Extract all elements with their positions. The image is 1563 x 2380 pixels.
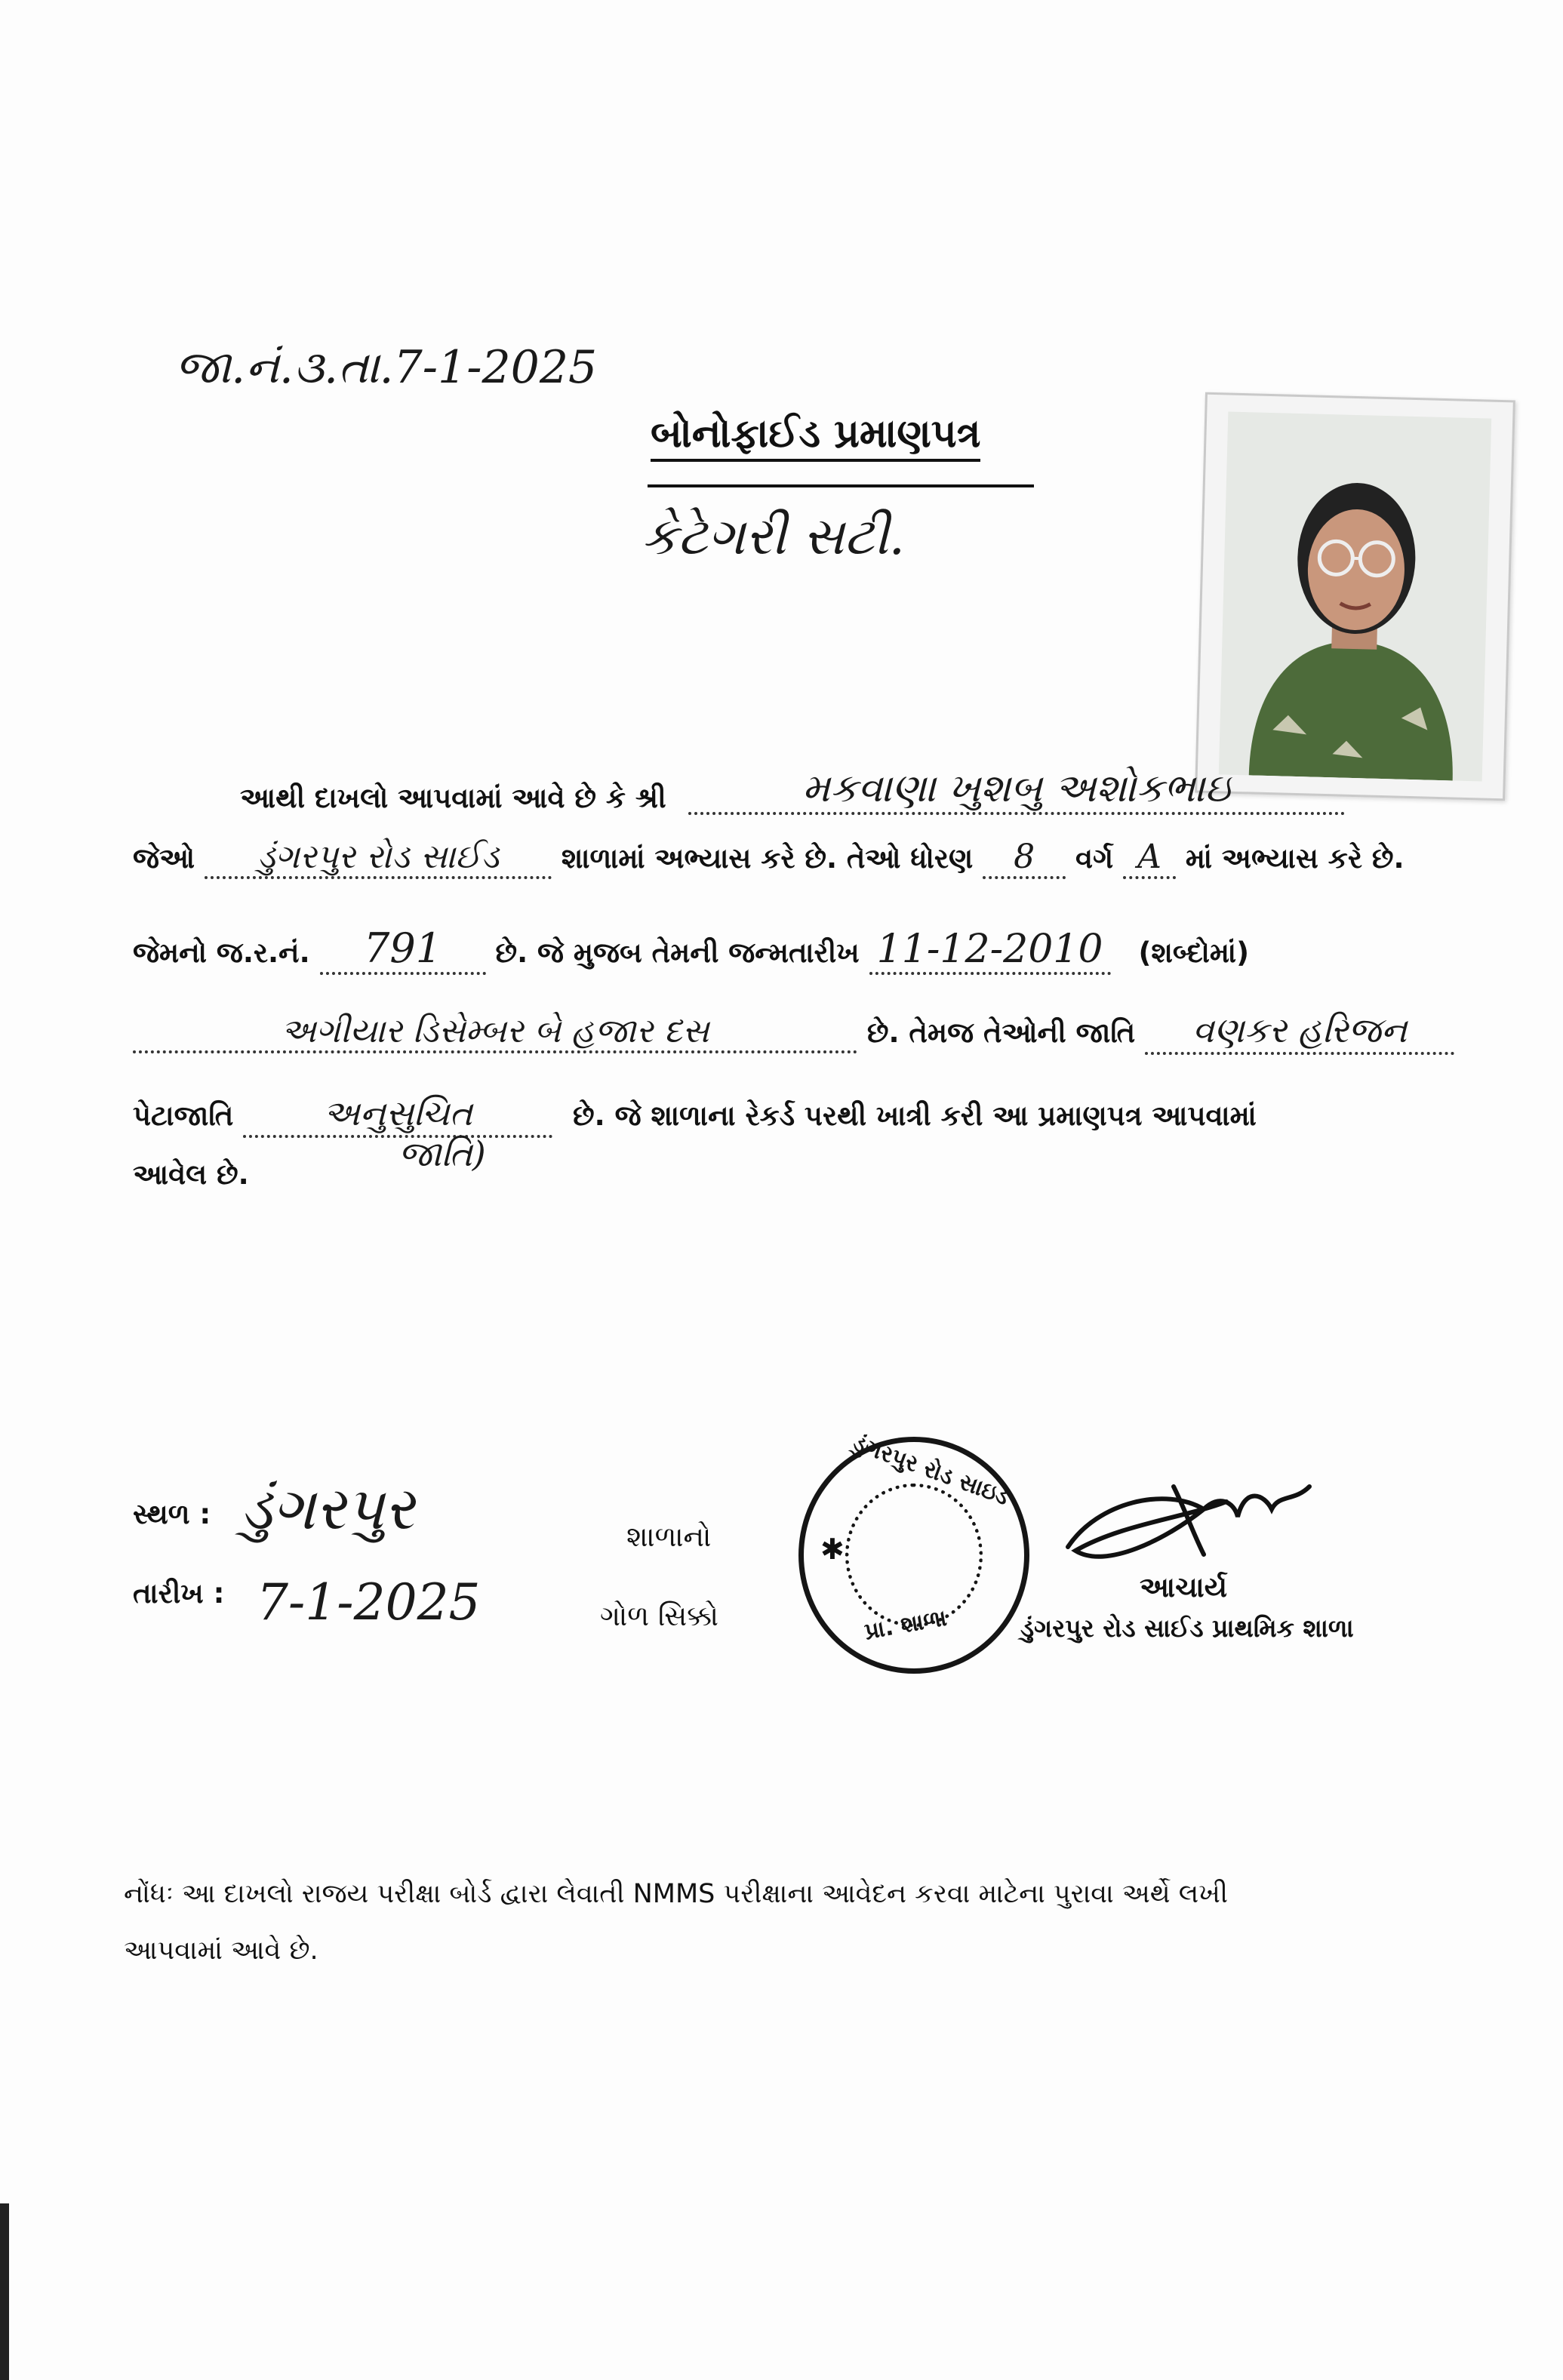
- place-value: ડુંગરપુર: [240, 1475, 415, 1543]
- sub-caste-field: અનુસુચિત: [243, 1093, 552, 1138]
- paragraph-line-5: [133, 1093, 1257, 1138]
- principal-title: આચાર્ય: [1140, 1571, 1228, 1604]
- line2-mid: શાળામાં અભ્યાસ કરે છે. તેઓ ધોરણ: [561, 842, 974, 875]
- student-name-field: મકવાણા ખુશબુ અશોકભાઇ: [688, 766, 1345, 815]
- certify-text: આથી દાખલો આપવામાં આવે છે કે શ્રી: [240, 782, 666, 814]
- line3-prefix: જેમનો જ.ર.નં.: [133, 936, 310, 969]
- note-line-1: નોંધઃ આ દાખલો રાજય પરીક્ષા બોર્ડ દ્વારા લેવાતી NMMS પરીક્ષાના આવેદન કરવા માટેના પુરાવા અર્થે લખી: [124, 1879, 1228, 1909]
- paragraph-line-3: [133, 924, 1249, 975]
- class-label: વર્ગ: [1075, 842, 1114, 875]
- date-value: 7-1-2025: [257, 1573, 481, 1631]
- paragraph-line-4: [133, 1010, 1454, 1055]
- birth-date-words-field: અગીયાર ડિસેમ્બર બે હજાર દસ: [133, 1012, 857, 1053]
- birth-date-field: 11-12-2010: [869, 927, 1111, 975]
- certificate-title: બોનોફાઈડ પ્રમાણપત્ર: [651, 411, 980, 462]
- principal-school-name: ડુંગરપુર રોડ સાઈડ પ્રાથમિક શાળા: [1020, 1613, 1354, 1643]
- school-name-field: ડુંગરપુર રોડ સાઈડ: [205, 838, 552, 879]
- photo-image: [1219, 412, 1491, 782]
- category-handwritten: કેટેગરી સટી.: [642, 507, 906, 567]
- line5-suffix: છે. જે શાળાના રેકર્ડ પરથી ખાત્રી કરી આ પ્રમાણપત્ર આપવામાં: [573, 1099, 1257, 1132]
- line5-prefix: પેટાજાતિ: [133, 1099, 234, 1132]
- caste-field: વણકર હરિજન: [1145, 1010, 1454, 1055]
- note-line-2: આપવામાં આવે છે.: [124, 1936, 318, 1966]
- line2-prefix: જેઓ: [133, 842, 195, 875]
- place-label: સ્થળ :: [133, 1498, 211, 1530]
- paragraph-line-2: [133, 838, 1405, 879]
- student-portrait-icon: [1219, 412, 1491, 782]
- student-photo: [1195, 392, 1515, 801]
- scan-edge: [0, 2203, 9, 2380]
- in-words-label: (શબ્દોમાં): [1138, 936, 1250, 969]
- line4-mid: છે. તેમજ તેઓની જાતિ: [866, 1016, 1136, 1049]
- line2-suffix: માં અભ્યાસ કરે છે.: [1185, 842, 1405, 875]
- principal-signature: [1053, 1456, 1325, 1577]
- sub-caste-continuation: જાતિ): [398, 1133, 486, 1174]
- class-division-field: A: [1123, 838, 1176, 879]
- seal-text-bottom: પ્રા. શાળા: [862, 1604, 949, 1646]
- paragraph-line-1: [240, 766, 1345, 815]
- seal-label-1: શાળાનો: [626, 1521, 712, 1553]
- seal-star-icon: ✱: [820, 1533, 845, 1566]
- title-double-underline: [648, 484, 1034, 487]
- standard-field: 8: [983, 838, 1066, 879]
- school-round-seal: [798, 1430, 1029, 1674]
- line3-mid: છે. જે મુજબ તેમની જન્મતારીખ: [495, 936, 860, 969]
- seal-label-2: ગોળ સિક્કો: [600, 1600, 719, 1632]
- date-label: તારીખ :: [133, 1577, 225, 1610]
- reference-number: જા.નં.૩.તા.7-1-2025: [175, 341, 598, 394]
- register-number-field: 791: [320, 924, 486, 975]
- seal-text-top: ડુંગરપુર રોડ સાઇડ: [849, 1430, 1013, 1511]
- seal-inner-ring: [845, 1484, 983, 1627]
- paragraph-line-6: આવેલ છે.: [133, 1158, 249, 1191]
